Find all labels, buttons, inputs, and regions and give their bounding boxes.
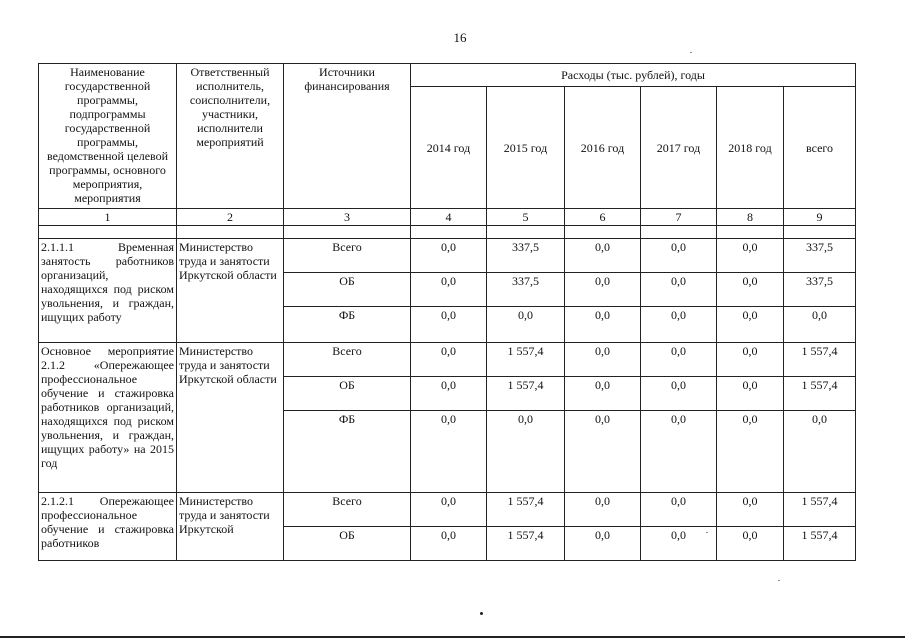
column-number-row bbox=[39, 209, 856, 226]
funding-source-cell: ОБ bbox=[284, 527, 411, 561]
value-cell: 0,0 bbox=[717, 239, 784, 273]
value-cell: 0,0 bbox=[565, 343, 641, 377]
scan-speck bbox=[706, 532, 708, 533]
value-cell: 0,0 bbox=[411, 239, 487, 273]
funding-source-cell: Всего bbox=[284, 343, 411, 377]
value-cell: 0,0 bbox=[717, 307, 784, 343]
program-name-cell: 2.1.2.1 Опережающее профессиональное обучение и стажировка работников bbox=[39, 493, 177, 561]
table-row bbox=[39, 493, 856, 527]
value-cell: 337,5 bbox=[784, 273, 856, 307]
value-cell: 1 557,4 bbox=[784, 493, 856, 527]
value-cell: 0,0 bbox=[784, 307, 856, 343]
value-cell: 0,0 bbox=[411, 527, 487, 561]
value-cell: 1 557,4 bbox=[487, 527, 565, 561]
column-number: 3 bbox=[284, 209, 411, 226]
funding-source-cell: ФБ bbox=[284, 307, 411, 343]
column-number: 8 bbox=[717, 209, 784, 226]
table-row bbox=[39, 239, 856, 273]
value-cell: 0,0 bbox=[641, 527, 717, 561]
value-cell: 1 557,4 bbox=[487, 377, 565, 411]
header-funding-source: Источники финансирования bbox=[284, 64, 411, 209]
value-cell: 0,0 bbox=[565, 239, 641, 273]
scan-speck bbox=[690, 52, 692, 53]
column-number: 9 bbox=[784, 209, 856, 226]
header-expenses: Расходы (тыс. рублей), годы bbox=[411, 64, 856, 87]
value-cell: 0,0 bbox=[641, 273, 717, 307]
header-year: 2016 год bbox=[565, 87, 641, 209]
column-number: 1 bbox=[39, 209, 177, 226]
value-cell: 337,5 bbox=[487, 239, 565, 273]
table-row bbox=[39, 343, 856, 377]
value-cell: 0,0 bbox=[565, 527, 641, 561]
header-total: всего bbox=[784, 87, 856, 209]
program-name-cell: 2.1.1.1 Временная занятость работников организаций, находящихся под риском увольнения, и граждан, ищущих работу bbox=[39, 239, 177, 343]
header-program-name: Наименование государственной программы, подпрограммы государственной программы, ведомственной целевой программы, основного мероприятия, мероприятия bbox=[39, 64, 177, 209]
header-year: 2018 год bbox=[717, 87, 784, 209]
value-cell: 0,0 bbox=[784, 411, 856, 493]
value-cell: 0,0 bbox=[565, 307, 641, 343]
value-cell: 0,0 bbox=[641, 411, 717, 493]
header-year: 2014 год bbox=[411, 87, 487, 209]
scan-dot-mark bbox=[480, 612, 483, 615]
scan-speck bbox=[778, 580, 780, 581]
value-cell: 0,0 bbox=[641, 377, 717, 411]
value-cell: 0,0 bbox=[641, 493, 717, 527]
executor-cell: Министерство труда и занятости Иркутской области bbox=[177, 343, 284, 493]
value-cell: 0,0 bbox=[487, 411, 565, 493]
executor-cell: Министерство труда и занятости Иркутской области bbox=[177, 239, 284, 343]
executor-cell: Министерство труда и занятости Иркутской bbox=[177, 493, 284, 561]
value-cell: 0,0 bbox=[487, 307, 565, 343]
value-cell: 337,5 bbox=[487, 273, 565, 307]
value-cell: 1 557,4 bbox=[487, 343, 565, 377]
column-number: 2 bbox=[177, 209, 284, 226]
value-cell: 0,0 bbox=[641, 239, 717, 273]
value-cell: 0,0 bbox=[641, 343, 717, 377]
value-cell: 0,0 bbox=[411, 343, 487, 377]
value-cell: 0,0 bbox=[717, 273, 784, 307]
column-number: 7 bbox=[641, 209, 717, 226]
page-bottom-edge bbox=[0, 636, 905, 638]
budget-table bbox=[38, 63, 856, 561]
header-row bbox=[39, 64, 856, 87]
column-number: 6 bbox=[565, 209, 641, 226]
value-cell: 0,0 bbox=[565, 493, 641, 527]
value-cell: 0,0 bbox=[717, 343, 784, 377]
value-cell: 1 557,4 bbox=[487, 493, 565, 527]
funding-source-cell: Всего bbox=[284, 239, 411, 273]
value-cell: 0,0 bbox=[411, 273, 487, 307]
value-cell: 0,0 bbox=[565, 273, 641, 307]
program-name-cell: Основное мероприятие 2.1.2 «Опережающее профессиональное обучение и стажировка работников организаций, находящихся под риском увольнения, и граждан, ищущих работу» на 2015 год bbox=[39, 343, 177, 493]
value-cell: 1 557,4 bbox=[784, 377, 856, 411]
value-cell: 0,0 bbox=[565, 411, 641, 493]
funding-source-cell: ОБ bbox=[284, 377, 411, 411]
header-year: 2017 год bbox=[641, 87, 717, 209]
value-cell: 0,0 bbox=[411, 411, 487, 493]
header-year: 2015 год bbox=[487, 87, 565, 209]
column-number: 5 bbox=[487, 209, 565, 226]
value-cell: 337,5 bbox=[784, 239, 856, 273]
value-cell: 0,0 bbox=[717, 493, 784, 527]
value-cell: 0,0 bbox=[717, 527, 784, 561]
value-cell: 1 557,4 bbox=[784, 527, 856, 561]
header-executor: Ответственный исполнитель, соисполнители, участники, исполнители мероприятий bbox=[177, 64, 284, 209]
value-cell: 0,0 bbox=[411, 377, 487, 411]
value-cell: 0,0 bbox=[411, 307, 487, 343]
spacer-row bbox=[39, 226, 856, 239]
value-cell: 0,0 bbox=[717, 377, 784, 411]
funding-source-cell: ОБ bbox=[284, 273, 411, 307]
funding-source-cell: ФБ bbox=[284, 411, 411, 493]
value-cell: 0,0 bbox=[641, 307, 717, 343]
column-number: 4 bbox=[411, 209, 487, 226]
value-cell: 0,0 bbox=[565, 377, 641, 411]
page-number: 16 bbox=[453, 30, 467, 45]
value-cell: 1 557,4 bbox=[784, 343, 856, 377]
funding-source-cell: Всего bbox=[284, 493, 411, 527]
value-cell: 0,0 bbox=[717, 411, 784, 493]
value-cell: 0,0 bbox=[411, 493, 487, 527]
